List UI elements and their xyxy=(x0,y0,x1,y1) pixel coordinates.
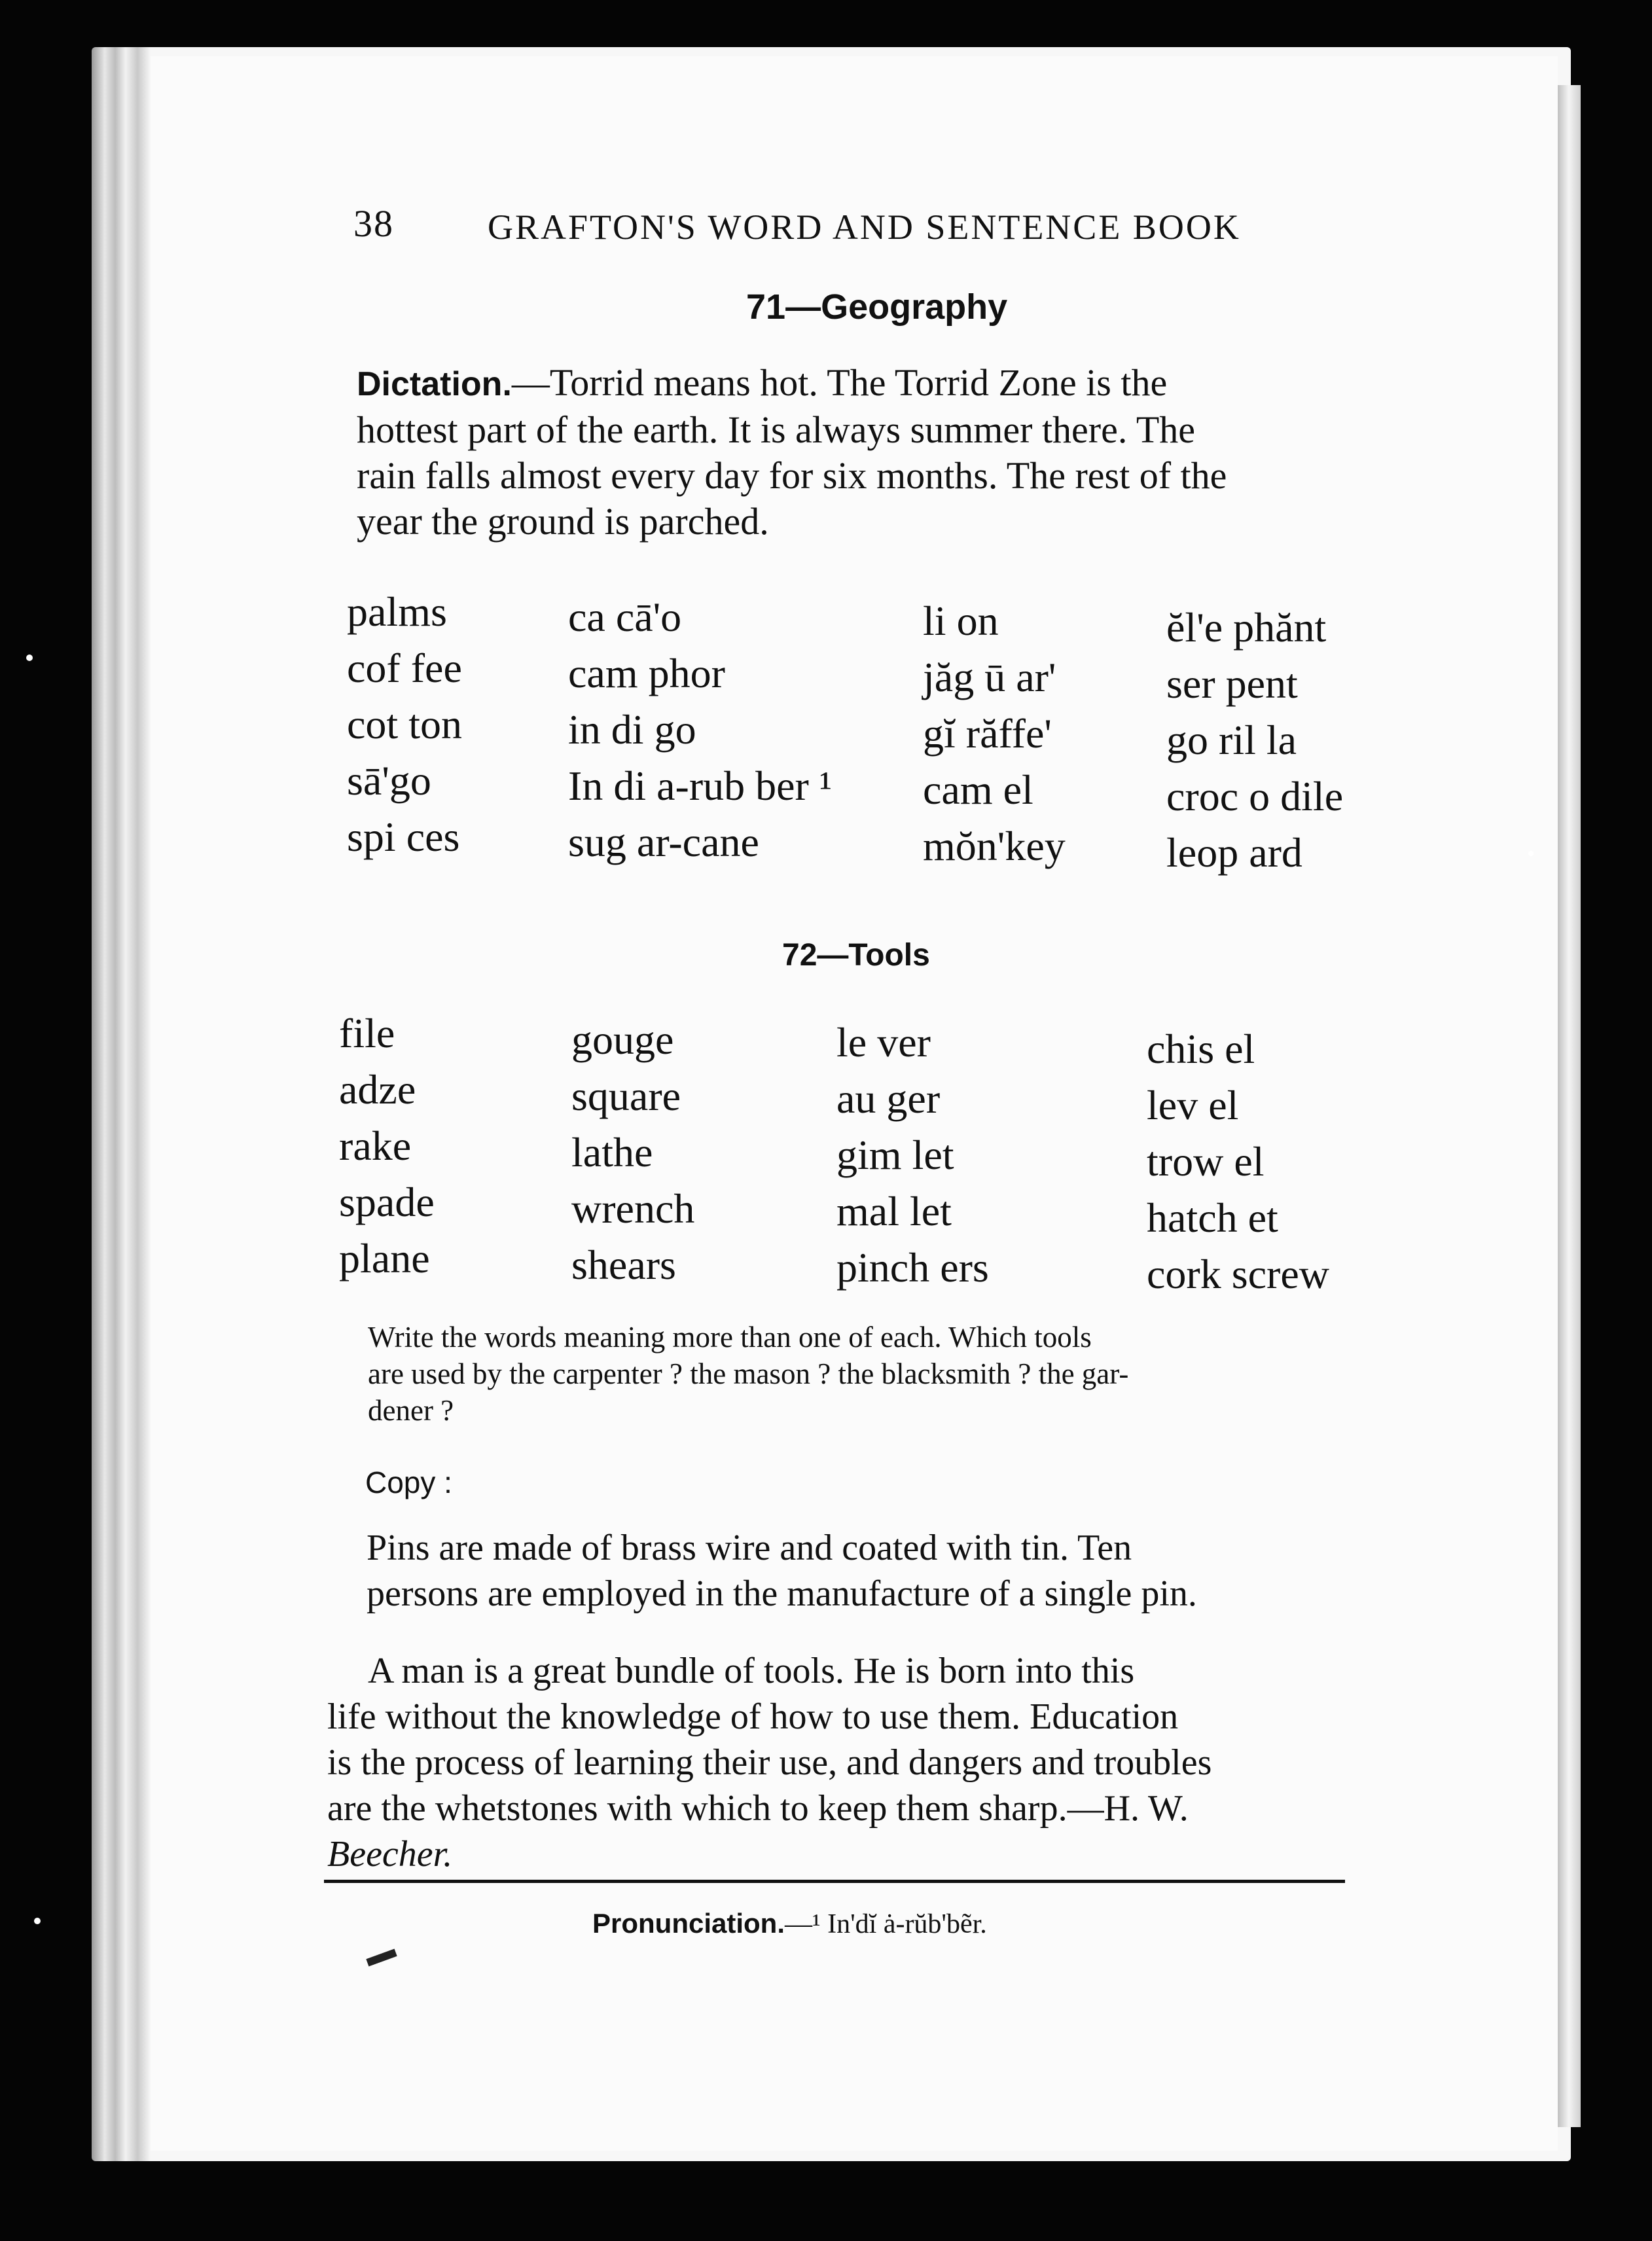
word: rake xyxy=(339,1122,412,1169)
word: hatch et xyxy=(1147,1194,1278,1241)
word: shears xyxy=(571,1242,676,1288)
section-72-heading: 72—Tools xyxy=(782,938,930,973)
page-number: 38 xyxy=(353,202,394,245)
word: gim let xyxy=(836,1132,954,1178)
pronunciation-footnote xyxy=(592,1908,987,1940)
word: cork screw xyxy=(1147,1251,1329,1297)
word: cof fee xyxy=(347,645,462,691)
section-71-heading: 71—Geography xyxy=(746,287,1008,327)
footnote-rule xyxy=(324,1880,1345,1883)
footnote-text: —¹ In'dĭ ȧ-rŭb'bẽr. xyxy=(785,1909,987,1939)
word: mal let xyxy=(836,1188,952,1234)
word: spi ces xyxy=(347,814,460,860)
instructions-line: are used by the carpenter ? the mason ? the blacksmith ? the gar- xyxy=(368,1357,1129,1390)
beecher-quote xyxy=(327,1648,1348,1877)
dictation-label: Dictation. xyxy=(357,365,512,403)
geography-column-1 xyxy=(347,584,462,865)
word: li on xyxy=(923,598,999,644)
scan-speck xyxy=(26,654,33,661)
scan-speck xyxy=(1528,851,1534,856)
word: gĭ răffe' xyxy=(923,710,1052,757)
word: plane xyxy=(339,1235,430,1282)
word: adze xyxy=(339,1066,416,1113)
word: cam phor xyxy=(568,650,725,696)
word: palms xyxy=(347,588,447,635)
word: jăg ū ar' xyxy=(923,654,1056,700)
geography-column-3 xyxy=(923,593,1066,874)
word: lathe xyxy=(571,1129,653,1175)
word: mŏn'key xyxy=(923,823,1066,869)
tools-column-2 xyxy=(571,1012,694,1293)
word: leop ard xyxy=(1166,829,1302,876)
tools-instructions xyxy=(368,1319,1363,1429)
tools-column-1 xyxy=(339,1005,435,1287)
tools-column-3 xyxy=(836,1014,989,1296)
word: croc o dile xyxy=(1166,773,1344,819)
word: pinch ers xyxy=(836,1244,989,1291)
word: sā'go xyxy=(347,757,431,804)
dictation-line-4: year the ground is parched. xyxy=(357,500,769,543)
word: In di a-rub ber ¹ xyxy=(568,762,833,809)
word: sug ar-cane xyxy=(568,819,759,865)
word: wrench xyxy=(571,1185,695,1232)
word: spade xyxy=(339,1179,435,1225)
dictation-line-1: Dictation.—Torrid means hot. The Torrid Zone is the xyxy=(357,361,1168,404)
geography-column-4 xyxy=(1166,600,1343,881)
word: chis el xyxy=(1147,1026,1255,1072)
word: ca cā'o xyxy=(568,594,682,640)
word: go ril la xyxy=(1166,717,1297,763)
running-header: GRAFTON'S WORD AND SENTENCE BOOK xyxy=(488,207,1241,247)
instructions-line: dener ? xyxy=(368,1394,454,1427)
word: gouge xyxy=(571,1016,674,1063)
quote-line: is the process of learning their use, and dangers and troubles xyxy=(327,1742,1212,1783)
word: in di go xyxy=(568,706,696,753)
word: trow el xyxy=(1147,1138,1265,1185)
dictation-line-3: rain falls almost every day for six months. The rest of the xyxy=(357,454,1227,497)
dictation-paragraph xyxy=(357,360,1378,545)
quote-line: A man is a great bundle of tools. He is born into this xyxy=(368,1651,1135,1691)
word: file xyxy=(339,1010,395,1056)
copy-label: Copy : xyxy=(365,1465,452,1499)
word: square xyxy=(571,1073,681,1119)
quote-line: are the whetstones with which to keep them sharp.—H. W. xyxy=(327,1788,1189,1829)
word: cot ton xyxy=(347,701,462,747)
geography-column-2 xyxy=(568,589,832,870)
footnote-label: Pronunciation. xyxy=(592,1908,785,1939)
dictation-line-2: hottest part of the earth. It is always summer there. The xyxy=(357,408,1195,451)
scan-speck xyxy=(34,1918,41,1924)
word: au ger xyxy=(836,1075,941,1122)
word: ser pent xyxy=(1166,660,1298,707)
word: ĕl'e phănt xyxy=(1166,604,1327,651)
word: cam el xyxy=(923,766,1033,813)
copy-line: Pins are made of brass wire and coated with tin. Ten xyxy=(367,1528,1132,1568)
copy-line: persons are employed in the manufacture of a single pin. xyxy=(367,1573,1197,1614)
word: le ver xyxy=(836,1019,931,1066)
quote-line: Beecher. xyxy=(327,1834,453,1874)
tools-column-4 xyxy=(1147,1021,1329,1302)
copy-paragraph xyxy=(367,1525,1348,1617)
quote-line: life without the knowledge of how to use them. Education xyxy=(327,1696,1179,1737)
instructions-line: Write the words meaning more than one of each. Which tools xyxy=(368,1321,1092,1354)
word: lev el xyxy=(1147,1082,1239,1128)
